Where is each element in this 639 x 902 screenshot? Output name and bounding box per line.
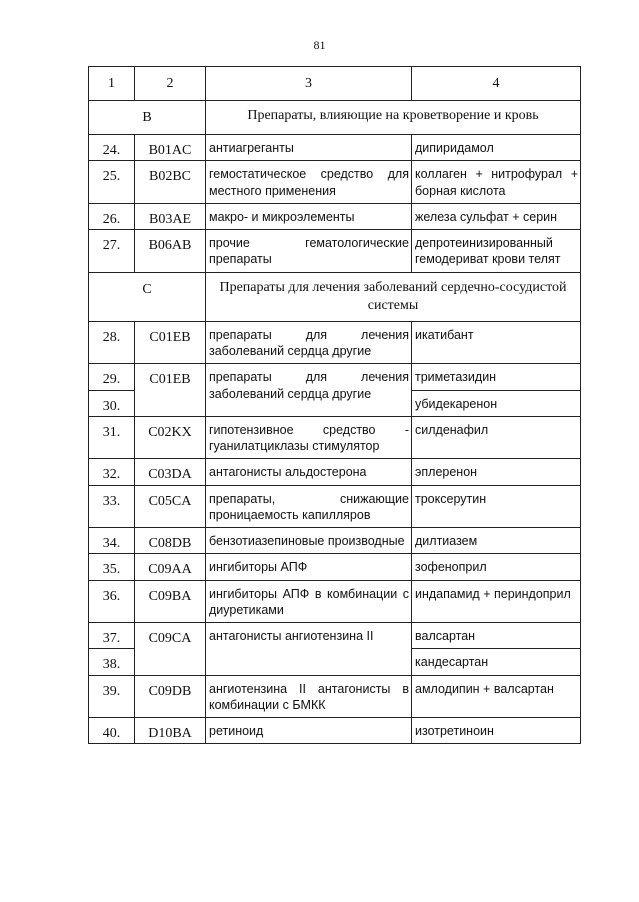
drug-group: препараты, снижающие проницаемость капилляров [206,485,412,528]
header-col-4: 4 [412,67,581,101]
drug-group: антиагреганты [206,135,412,161]
atc-code: C09CA [135,623,206,676]
row-number: 24. [89,135,135,161]
row-number: 31. [89,416,135,459]
row-number: 37. [89,623,135,649]
drug-group: ангиотензина II антагонисты в комбинации с БМКК [206,675,412,718]
drug-name: дипиридамол [412,135,581,161]
drug-group: ингибиторы АПФ [206,554,412,580]
atc-code: C08DB [135,528,206,554]
atc-code: C05CA [135,485,206,528]
table-row [89,321,581,364]
drug-name: дилтиазем [412,528,581,554]
drug-name: амлодипин + валсартан [412,675,581,718]
atc-code: C01EB [135,364,206,417]
row-number: 26. [89,203,135,229]
row-number: 36. [89,580,135,623]
row-number: 33. [89,485,135,528]
drug-name: триметазидин [412,364,581,390]
table-row [89,580,581,623]
drug-name: эплеренон [412,459,581,485]
drug-name: кандесартан [412,649,581,675]
drug-name: индапамид + периндоприл [412,580,581,623]
drug-name: троксерутин [412,485,581,528]
row-number: 35. [89,554,135,580]
table-row [89,623,581,649]
drug-group: антагонисты ангиотензина II [206,623,412,676]
row-number: 29. [89,364,135,390]
section-title: Препараты для лечения заболеваний сердечно-сосудистой системы [206,272,581,321]
atc-code: D10BA [135,718,206,744]
section-title: Препараты, влияющие на кроветворение и кровь [206,101,581,135]
drug-name: икатибант [412,321,581,364]
atc-code: C09DB [135,675,206,718]
section-row-c [89,272,581,321]
table-row [89,135,581,161]
row-number: 40. [89,718,135,744]
table-row [89,718,581,744]
drug-name: убидекаренон [412,390,581,416]
drug-group: бензотиазепиновые производные [206,528,412,554]
atc-code: C03DA [135,459,206,485]
header-col-3: 3 [206,67,412,101]
table-row [89,161,581,204]
drug-group: препараты для лечения заболеваний сердца другие [206,321,412,364]
atc-code: C09BA [135,580,206,623]
atc-code: B01AC [135,135,206,161]
table-row [89,230,581,273]
drug-name: валсартан [412,623,581,649]
atc-code: B02BC [135,161,206,204]
drug-group: ретиноид [206,718,412,744]
section-label: B [89,101,206,135]
atc-code: C01EB [135,321,206,364]
page-number: 81 [313,38,326,52]
atc-code: B06AB [135,230,206,273]
drug-group: гемостатическое средство для местного применения [206,161,412,204]
drug-group: макро- и микроэлементы [206,203,412,229]
table-row [89,528,581,554]
row-number: 30. [89,390,135,416]
drug-name: зофеноприл [412,554,581,580]
table-row [89,485,581,528]
table-row [89,364,581,390]
drug-group: препараты для лечения заболеваний сердца другие [206,364,412,417]
table-row [89,675,581,718]
drug-name: депротеинизированный гемодериват крови телят [412,230,581,273]
table-row [89,416,581,459]
atc-code: C09AA [135,554,206,580]
row-number: 27. [89,230,135,273]
row-number: 28. [89,321,135,364]
drug-name: изотретиноин [412,718,581,744]
drug-group: прочие гематологические препараты [206,230,412,273]
table-row [89,554,581,580]
row-number: 32. [89,459,135,485]
drug-name: железа сульфат + серин [412,203,581,229]
drug-group: ингибиторы АПФ в комбинации с диуретиками [206,580,412,623]
atc-code: B03AE [135,203,206,229]
drug-name: силденафил [412,416,581,459]
drug-group: антагонисты альдостерона [206,459,412,485]
row-number: 38. [89,649,135,675]
row-number: 39. [89,675,135,718]
atc-code: C02KX [135,416,206,459]
table-row [89,203,581,229]
drug-name: коллаген + нитрофурал + борная кислота [412,161,581,204]
table-header-row [89,67,581,101]
table-row [89,459,581,485]
section-label: C [89,272,206,321]
row-number: 25. [89,161,135,204]
header-col-1: 1 [89,67,135,101]
section-row-b [89,101,581,135]
drug-table [88,66,581,744]
row-number: 34. [89,528,135,554]
header-col-2: 2 [135,67,206,101]
drug-group: гипотензивное средство - гуанилатциклазы стимулятор [206,416,412,459]
